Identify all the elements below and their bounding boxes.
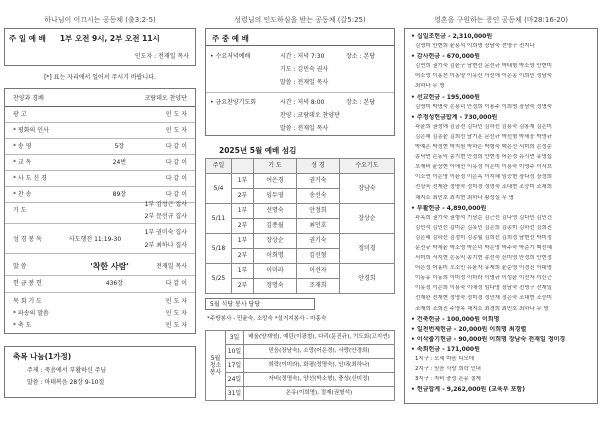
cleaning-row: 31일 온유(이희명), 절제(권형석) bbox=[206, 387, 395, 401]
cleaning-table bbox=[205, 330, 395, 401]
offering-names: 이동유 이동희 이미정 이미라 이명규 이성윤 이선자 이신근 bbox=[415, 275, 552, 282]
wed-service-name: • 수요저녁예배 bbox=[210, 53, 251, 60]
schedule-row: 5/4 1부 어은경 권기숙 장남숙 bbox=[206, 174, 395, 189]
order-of-worship-box: 찬양과 경배 코람데오 찬양단 광 고 인 도 자 * 평화의 인사 인 도 자 * 송 영 5장 다 같 이 * 교 독 24번 다 같 이 * 사 도 신 경 다 같 이 * 찬 송 89장 다 같 이 기 도 1부 김성근 집사 2부 문선규 집사 성 경 봉 독 사도행전 11:19-30 1부 권미숙 집사 2부 최하나 집사 말 씀 '착한 사람' 전재일 목사 헌 금 봉 헌 436장 다 같 이 목 회 기 도 인 도 자 * 파송의 말씀 인 도 자 * 축 도 인 도 자 bbox=[4, 88, 196, 334]
offering-names: 전재완 전재현 정명숙 정미경 정민재 정은숙 조대현 조승미 bbox=[415, 295, 552, 302]
schedule-header-row: 주일 기 도 성 경 수요기도 bbox=[206, 159, 395, 174]
schedule-row: 5/11 1부 선명숙 안정희 장상순 bbox=[206, 204, 395, 219]
offering-names: 최하나 무 명 bbox=[415, 83, 445, 90]
schedule-table bbox=[205, 158, 395, 294]
lunch-title: 축복 나눔(1가정) bbox=[13, 352, 72, 361]
offering-names: 이유정 이은희 이용숙 이애정 임다영 장남숙 전명구 전재일 bbox=[415, 285, 552, 292]
schedule-row: 5/25 1부 이미라 이선자 안경희 bbox=[206, 264, 395, 279]
bulletin-column-weekday bbox=[205, 0, 395, 424]
schedule-row: 2부 정명숙 조재희 bbox=[206, 279, 395, 294]
schedule-title: 2025년 5월 예배 섬김 bbox=[219, 146, 297, 155]
offering-box bbox=[404, 28, 598, 404]
offering-names: 박예은 박정현 박지원 박하은 박형숙 백은선 서미희 손정순 bbox=[415, 144, 552, 151]
weekday-title: 주 중 예 배 bbox=[212, 34, 249, 43]
schedule-row: 5/18 1부 장상순 권기숙 정미경 bbox=[206, 234, 395, 249]
offering-names: 김은혜 김하선 김정미 김종월 김희선 김희정 남현선 박미정 bbox=[415, 234, 552, 241]
service-leader: 인도자 : 전재일 목사 bbox=[134, 53, 189, 60]
offering-category: • 일천번제헌금 - 20,000원 이희명 최경렬 bbox=[411, 325, 527, 333]
offering-names: 1지구 : 모세 마음 디모데 bbox=[415, 356, 474, 362]
order-item: * 찬 송 89장 다 같 이 bbox=[13, 191, 187, 198]
schedule-row: 2부 이희명 김선형 bbox=[206, 249, 395, 264]
closing-item: * 축 도 인 도 자 bbox=[13, 322, 187, 329]
offering-names: 송낙연 손동익 송기현 안정희 안현정 어은정 유시연 유영섭 bbox=[415, 154, 552, 161]
meal-note: *주방봉사 - 민윤숙, 소망숙 *설거지봉사 - 마홍숙 bbox=[207, 316, 327, 322]
service-box bbox=[4, 28, 196, 66]
service-times: 1부 오전 9시, 2부 오전 11시 bbox=[59, 34, 160, 43]
offering-names: 조재희 조희진 주영옥 채지소 최경희 최민호 최하나 무 명 bbox=[415, 305, 549, 312]
offering-names: 서미희 서지현 손동익 송기현 송선숙 신미영 안정희 안현정 bbox=[415, 255, 552, 262]
order-item: * 평화의 인사 인 도 자 bbox=[13, 127, 187, 134]
standing-note: [*] 표는 자리에서 일어서 주시기 바랍니다. bbox=[44, 74, 156, 81]
offering-category: • 건축헌금 - 100,000원 이희명 bbox=[411, 315, 500, 323]
schedule-row: 2부 임두영 송선숙 bbox=[206, 189, 395, 204]
offering-names: 곽옥희 권기숙 권형석 기남순 김근선 김나영 김다민 김민건 bbox=[415, 214, 552, 221]
column-banner: 영혼을 구원하는 증인 공동체 (마28:16-20) bbox=[434, 16, 568, 24]
order-item: * 송 영 5장 다 같 이 bbox=[13, 143, 187, 150]
offering-names: 문선규 박세윤 박소영 박은덕 박은영 박주숙 박준기 백선혜 bbox=[415, 244, 552, 251]
lunch-share-box bbox=[4, 346, 196, 398]
offering-category: • 이삭줍기헌금 - 90,000원 이희명 장남숙 전재일 정미경 bbox=[411, 335, 566, 343]
offering-names: 어소영 이홍선 이동양 이유신 이선애 이은종 이희민 정남숙 bbox=[415, 73, 552, 80]
praise-header-right: 코람데오 찬양단 bbox=[144, 95, 187, 102]
order-item: * 사 도 신 경 다 같 이 bbox=[13, 175, 187, 182]
offering-category: • 감사헌금 - 670,000원 bbox=[411, 53, 480, 61]
offering-category: • 주정성헌금합계 - 730,000원 bbox=[411, 113, 498, 121]
offering-names: 채지소 최민호 최지현 최하나 황성실 무 명 bbox=[415, 194, 514, 201]
service-label: 주 일 예 배 bbox=[9, 34, 46, 43]
order-item-offering: 헌 금 봉 헌 436장 다 같 이 bbox=[13, 280, 187, 287]
offering-names: 김영미 박명숙 손용덕 안정희 이용주 이희명 장남숙 정명숙 bbox=[415, 103, 552, 110]
weekday-service-box: 주 중 예 배 • 수요저녁예배 시간 : 저녁 7:30 장소 : 본당 기도 : 김민숙 권사 말씀 : 전재일 목사 • 금요찬양기도회 시간 : 저녁 8:00 장소 : 본당 찬양 : 코람데오 찬양단 말씀 : 전재일 목사 bbox=[205, 28, 395, 136]
offering-names: 김영미 안현희 윤용석 이희명 장남숙 전명구 전지나 bbox=[415, 43, 535, 50]
offering-category: • 속회헌금 - 171,000원 bbox=[411, 345, 480, 353]
offering-names: 2지구 : 믿음 사랑 희락 인내 bbox=[415, 366, 481, 373]
offering-names: 3지구 : 자비 충성 온유 절제 bbox=[415, 376, 481, 383]
bulletin-column-offerings bbox=[404, 0, 598, 424]
offering-list bbox=[411, 33, 591, 396]
offering-names: 김연희 권기숙 김윤구 남현선 문선규 박태형 박소영 안현미 bbox=[415, 63, 552, 70]
offering-names: 이소연 이은영 이윤정 이은옥 이지혜 임승현 장다정 장정희 bbox=[415, 174, 552, 181]
closing-item: * 파송의 말씀 인 도 자 bbox=[13, 310, 187, 317]
offering-category: • 선교헌금 - 195,000원 bbox=[411, 93, 480, 101]
cleaning-row: 24일 자비(정명숙), 양선(박소형), 충성(신미정) bbox=[206, 373, 395, 387]
cleaning-row: 5월 청소 봉사 3일 배움(양재영), 예딘(이광철), 다리(문진규), 기도회(고지연) bbox=[206, 331, 395, 345]
meal-title: 5월 식당 봉사 당당 bbox=[210, 301, 261, 308]
offering-names: 어은정 어홍미 오소민 유윤자 유재희 윤순영 이경진 이대영 bbox=[415, 265, 552, 272]
order-item: * 교 독 24번 다 같 이 bbox=[13, 159, 187, 166]
offering-names: 김민석 김민선 김미순 김유민 김은희 김종미 김하선 김희진 bbox=[415, 224, 552, 231]
lunch-line-1: 주제 : 죽음에서 부활하신 주님 bbox=[27, 367, 107, 374]
lunch-line-2: 말씀 : 마태복음 28장 9-10절 bbox=[27, 379, 105, 386]
schedule-row: 2부 김종월 최민호 bbox=[206, 219, 395, 234]
column-banner: 성령님의 인도하심을 받는 공동체 (갈5:25) bbox=[234, 16, 366, 24]
order-item-bible: 성 경 봉 독 사도행전 11:19-30 bbox=[13, 236, 122, 243]
order-item-sermon: 말 씀 '착한 사람' 전재일 목사 bbox=[13, 262, 187, 271]
closing-item: 목 회 기 도 인 도 자 bbox=[13, 298, 187, 305]
offering-category: • 헌금합계 - 9,262,000원 (교육부 포함) bbox=[411, 386, 525, 394]
meal-title-box bbox=[205, 298, 315, 310]
column-banner: 하나님이 이끄시는 공동체 (출3:2-5) bbox=[44, 16, 156, 24]
offering-names: 전상욱 전재완 정명숙 정미경 정영숙 조대현 조승미 조채희 bbox=[415, 184, 552, 191]
offering-category: • 십일조헌금 - 2,310,000원 bbox=[411, 33, 493, 40]
offering-names: 김은혜 김종윤 김희선 남기훈 문선규 박선형 박세웅 박영규 bbox=[415, 133, 552, 140]
cleaning-side-label: 5월 청소 봉사 bbox=[206, 331, 226, 401]
offering-names: 곽윤희 권정애 김금전 김다민 김하선 김용숙 김용재 김은미 bbox=[415, 123, 552, 130]
order-item-prayer: 기 도 bbox=[13, 207, 27, 214]
order-item: 광 고 인 도 자 bbox=[13, 111, 187, 118]
cleaning-row: 10일 믿음(장남숙), 소망(어은경), 사랑(안경희) bbox=[206, 345, 395, 359]
fri-service-name: • 금요찬양기도회 bbox=[210, 99, 257, 106]
praise-header-left: 찬양과 경배 bbox=[13, 95, 44, 102]
offering-category: • 부활헌금 - 4,890,000원 bbox=[411, 204, 487, 212]
offering-names: 오재비 윤상현 이애선 이유정 이은미 이용숙 이영주 이서브 bbox=[415, 164, 552, 171]
cleaning-row: 17일 희락(이미라), 화평(정명숙), 인내(최하나) bbox=[206, 359, 395, 373]
bulletin-column-service-order bbox=[4, 0, 196, 424]
